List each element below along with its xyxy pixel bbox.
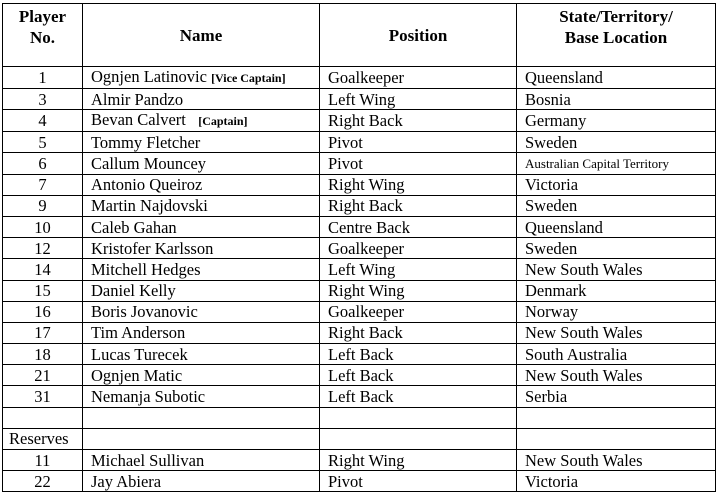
player-name [83, 195, 320, 216]
player-state: New South Wales [517, 259, 716, 280]
player-number: 17 [3, 322, 83, 343]
player-name-text: Tim Anderson [91, 323, 186, 343]
player-state: New South Wales [517, 365, 716, 386]
player-number: 12 [3, 238, 83, 259]
player-name: Michael Sullivan [83, 450, 320, 471]
player-name-text: Antonio Queiroz [91, 175, 203, 195]
player-number: 7 [3, 174, 83, 195]
player-name-text: Bevan Calvert [91, 110, 186, 130]
player-position: Left Back [320, 386, 517, 407]
player-position: Pivot [320, 153, 517, 174]
player-position: Right Back [320, 195, 517, 216]
player-position: Left Back [320, 365, 517, 386]
player-state: Sweden [517, 132, 716, 153]
player-position: Pivot [320, 471, 517, 492]
header-player-no-line1: Player [18, 7, 67, 26]
player-name [83, 301, 320, 322]
player-name-text: Daniel Kelly [91, 281, 176, 301]
captain-tag: [Captain] [198, 114, 248, 129]
player-name [83, 365, 320, 386]
table-row [3, 280, 716, 301]
player-name-text: Boris Jovanovic [91, 302, 198, 322]
player-name-text: Nemanja Subotic [91, 387, 206, 407]
player-name [83, 280, 320, 301]
player-name-text: Lucas Turecek [91, 344, 188, 364]
player-name [83, 89, 320, 110]
player-name [83, 67, 320, 89]
player-state: Queensland [517, 216, 716, 237]
player-number: 31 [3, 386, 83, 407]
header-player-no-line2: No. [29, 28, 56, 47]
player-state: Victoria [517, 471, 716, 492]
player-state: South Australia [517, 344, 716, 365]
player-name [83, 344, 320, 365]
player-number: 5 [3, 132, 83, 153]
player-name [83, 322, 320, 343]
player-position: Centre Back [320, 216, 517, 237]
player-state: New South Wales [517, 450, 716, 471]
player-list [3, 67, 716, 492]
player-state: Sweden [517, 238, 716, 259]
player-position: Right Wing [320, 174, 517, 195]
table-row [3, 153, 716, 174]
table-row [3, 67, 716, 89]
player-position: Right Wing [320, 280, 517, 301]
player-position: Left Wing [320, 89, 517, 110]
blank-cell [83, 428, 320, 449]
player-state: Australian Capital Territory [517, 153, 716, 174]
blank-cell [3, 407, 83, 428]
blank-cell [320, 428, 517, 449]
table-row [3, 386, 716, 407]
player-name [83, 110, 320, 132]
player-number: 6 [3, 153, 83, 174]
player-state: Sweden [517, 195, 716, 216]
player-state: Norway [517, 301, 716, 322]
player-number: 4 [3, 110, 83, 132]
player-state: Serbia [517, 386, 716, 407]
player-position: Goalkeeper [320, 67, 517, 89]
player-number: 21 [3, 365, 83, 386]
captain-tag: [Vice Captain] [211, 71, 286, 85]
player-position: Left Back [320, 344, 517, 365]
player-name [83, 386, 320, 407]
header-state-line1: State/Territory/ [559, 7, 673, 26]
table-row [3, 450, 716, 471]
player-state: Germany [517, 110, 716, 132]
table-row [3, 301, 716, 322]
player-number: 22 [3, 471, 83, 492]
reserves-label: Reserves [3, 428, 83, 449]
player-name-text: Tommy Fletcher [91, 132, 201, 152]
table-row [3, 344, 716, 365]
player-state: Bosnia [517, 89, 716, 110]
player-name [83, 216, 320, 237]
player-state: New South Wales [517, 322, 716, 343]
header-row [3, 4, 716, 67]
player-position: Right Back [320, 322, 517, 343]
player-number: 16 [3, 301, 83, 322]
blank-row [3, 407, 716, 428]
player-number: 14 [3, 259, 83, 280]
player-name-text: Kristofer Karlsson [91, 238, 214, 258]
header-state [517, 4, 716, 67]
player-name [83, 153, 320, 174]
table-row [3, 89, 716, 110]
blank-cell [517, 407, 716, 428]
table-row [3, 132, 716, 153]
player-number: 9 [3, 195, 83, 216]
player-name [83, 174, 320, 195]
player-number: 3 [3, 89, 83, 110]
table-row [3, 216, 716, 237]
player-state: Denmark [517, 280, 716, 301]
player-number: 11 [3, 450, 83, 471]
squad-table [2, 3, 716, 492]
player-position: Goalkeeper [320, 238, 517, 259]
reserves-label-row [3, 428, 716, 449]
player-number: 15 [3, 280, 83, 301]
header-position: Position [320, 4, 517, 67]
table-row [3, 322, 716, 343]
player-name [83, 238, 320, 259]
player-number: 18 [3, 344, 83, 365]
table-row [3, 471, 716, 492]
player-name: Jay Abiera [83, 471, 320, 492]
player-name-text: Almir Pandzo [91, 89, 184, 109]
player-name-text: Caleb Gahan [91, 217, 177, 237]
player-name-text: Ognjen Latinovic [91, 67, 207, 86]
player-name [83, 259, 320, 280]
player-number: 1 [3, 67, 83, 89]
header-player-no [3, 4, 83, 67]
player-name [83, 132, 320, 153]
player-name-text: Callum Mouncey [91, 153, 207, 173]
blank-cell [517, 428, 716, 449]
player-state: Victoria [517, 174, 716, 195]
player-position: Left Wing [320, 259, 517, 280]
table-row [3, 238, 716, 259]
player-name-text: Ognjen Matic [91, 365, 183, 385]
player-name-text: Martin Najdovski [91, 196, 208, 216]
player-number: 10 [3, 216, 83, 237]
header-state-line2: Base Location [564, 28, 668, 47]
player-position: Goalkeeper [320, 301, 517, 322]
player-state: Queensland [517, 67, 716, 89]
player-position: Pivot [320, 132, 517, 153]
player-position: Right Back [320, 110, 517, 132]
player-position: Right Wing [320, 450, 517, 471]
header-name: Name [83, 4, 320, 67]
player-name-text: Mitchell Hedges [91, 259, 201, 279]
table-row [3, 259, 716, 280]
table-row [3, 174, 716, 195]
table-row [3, 110, 716, 132]
table-row [3, 195, 716, 216]
table-row [3, 365, 716, 386]
blank-cell [83, 407, 320, 428]
blank-cell [320, 407, 517, 428]
